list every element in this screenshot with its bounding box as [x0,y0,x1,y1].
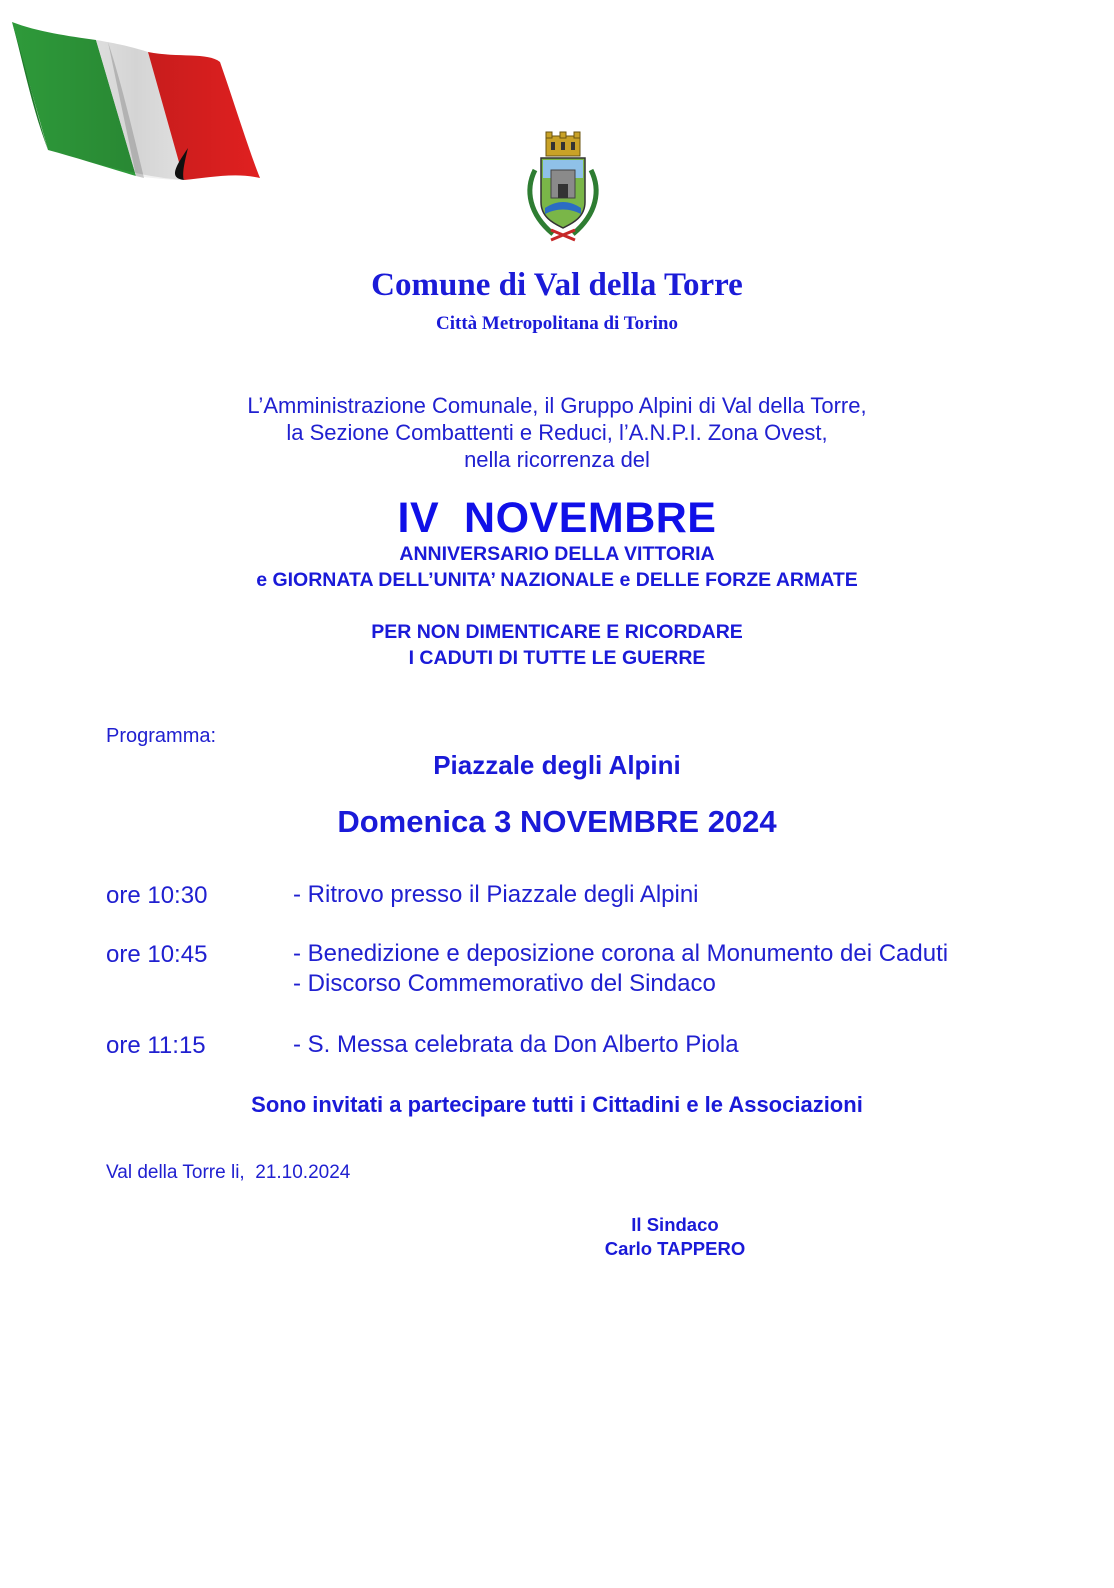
signature-role: Il Sindaco [631,1214,719,1235]
invitation-text: Sono invitati a partecipare tutti i Cittadini e le Associazioni [251,1092,863,1117]
schedule-activity [293,939,948,999]
program-location: Piazzale degli Alpini [433,750,681,780]
intro-line: nella ricorrenza del [464,447,650,472]
event-motto [0,619,1114,671]
schedule-time: ore 10:45 [106,941,208,968]
activity-line: - S. Messa celebrata da Don Alberto Piola [293,1031,739,1058]
intro-text [0,392,1114,473]
italian-flag-icon [8,18,268,183]
place-and-date: Val della Torre li, 21.10.2024 [106,1162,351,1183]
schedule-time: ore 11:15 [106,1032,206,1059]
program-date: Domenica 3 NOVEMBRE 2024 [337,804,777,839]
schedule-activity [293,880,699,910]
intro-line: L’Amministrazione Comunale, il Gruppo Alpini di Val della Torre, [247,393,867,418]
municipal-crest-icon [513,130,613,248]
program-label: Programma: [106,725,217,747]
subtitle-line: ANNIVERSARIO DELLA VITTORIA [399,543,715,565]
motto-line: I CADUTI DI TUTTE LE GUERRE [408,647,706,669]
schedule-activity [293,1030,739,1060]
motto-line: PER NON DIMENTICARE E RICORDARE [371,621,743,643]
schedule-time: ore 10:30 [106,882,208,909]
municipality-name: Comune di Val della Torre [371,267,743,303]
signature-block [560,1213,790,1261]
signature-name: Carlo TAPPERO [604,1238,746,1259]
activity-line: - Ritrovo presso il Piazzale degli Alpini [293,881,699,908]
metropolitan-city: Città Metropolitana di Torino [436,313,678,334]
intro-line: la Sezione Combattenti e Reduci, l’A.N.P.I. Zona Ovest, [286,420,828,445]
activity-line: - Benedizione e deposizione corona al Monumento dei Caduti [293,940,949,967]
event-subtitle [0,541,1114,593]
subtitle-line: e GIORNATA DELL’UNITA’ NAZIONALE e DELLE FORZE ARMATE [256,569,858,591]
event-title: IV NOVEMBRE [397,494,717,542]
activity-line: - Discorso Commemorativo del Sindaco [293,970,716,997]
